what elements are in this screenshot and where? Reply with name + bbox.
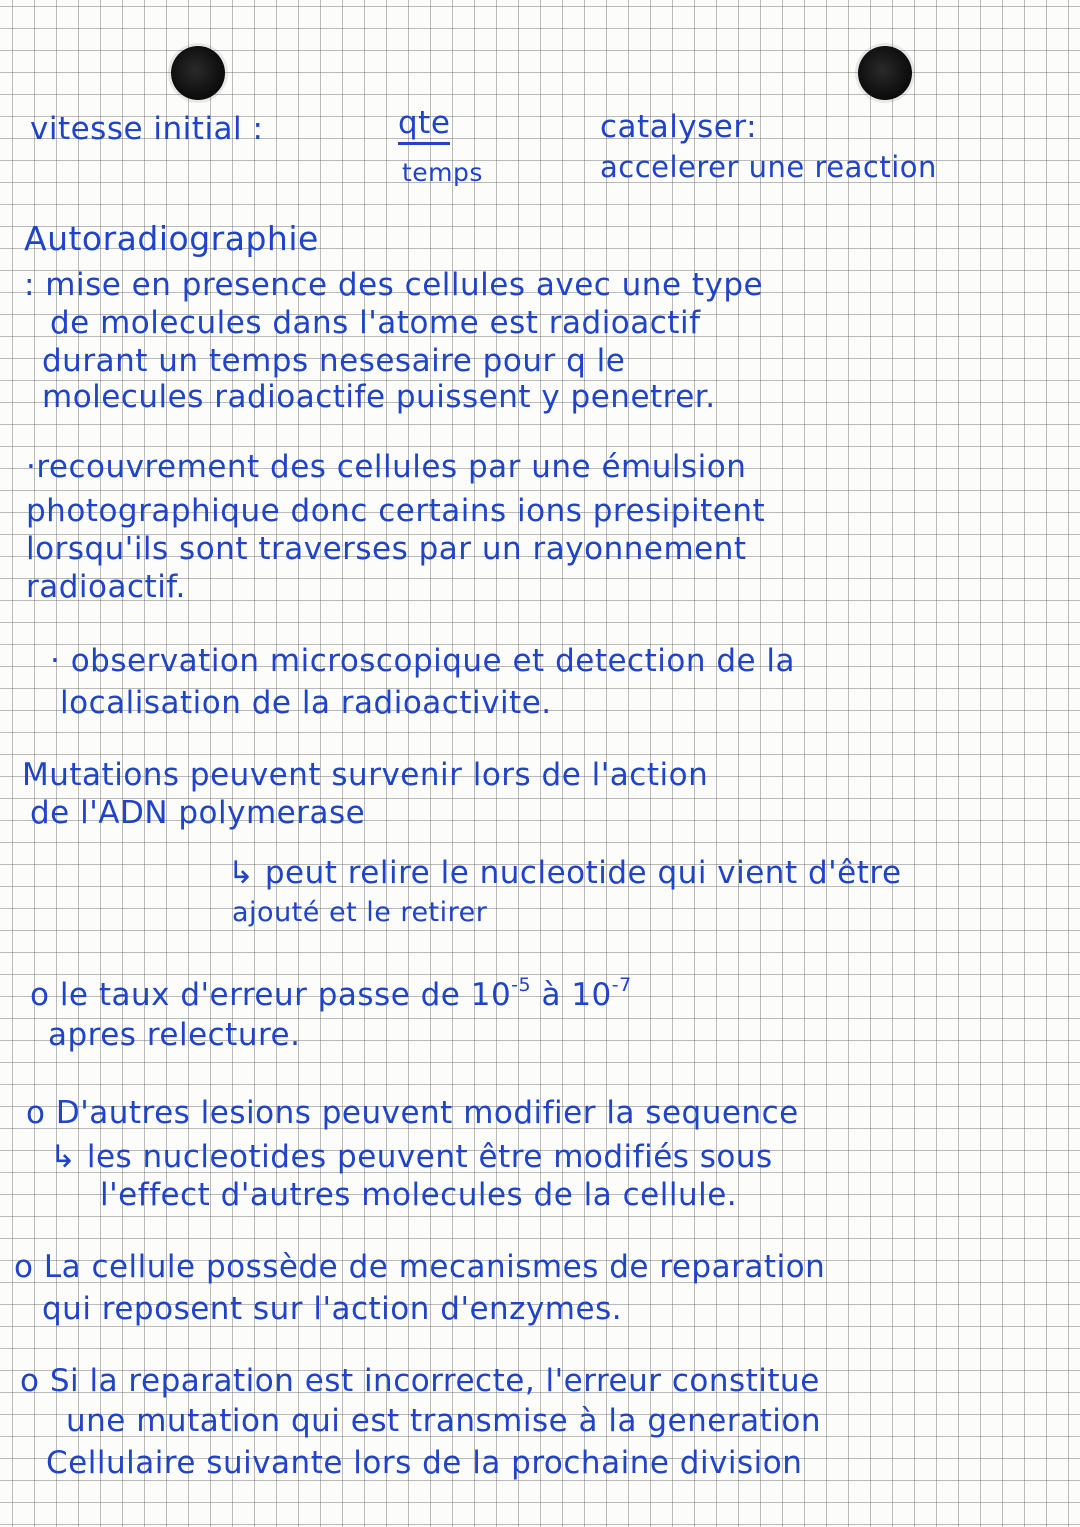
- taux-prefix: o le taux d'erreur passe de 10: [30, 977, 512, 1013]
- autoradio-line-1: : mise en presence des cellules avec une type: [24, 267, 764, 303]
- reparation-line-2: qui reposent sur l'action d'enzymes.: [42, 1291, 623, 1327]
- catalyser-title: catalyser:: [600, 109, 758, 145]
- recouvrement-line-1: ·recouvrement des cellules par une émulsion: [26, 449, 747, 485]
- autoradio-line-3: durant un temps nesesaire pour q le: [42, 343, 626, 379]
- vitesse-label: vitesse initial :: [30, 111, 264, 147]
- taux-line-1: [30, 974, 632, 1016]
- relire-line-1: ↳ peut relire le nucleotide qui vient d'être: [228, 855, 902, 891]
- lesions-line-1: o D'autres lesions peuvent modifier la sequence: [26, 1095, 799, 1131]
- incorrecte-line-1: o Si la reparation est incorrecte, l'erreur constitue: [20, 1363, 820, 1399]
- taux-exponent-1: -5: [511, 974, 532, 996]
- lesions-line-3: l'effect d'autres molecules de la cellule.: [100, 1177, 738, 1213]
- autoradio-title: Autoradiographie: [24, 219, 319, 258]
- taux-mid: à 10: [531, 977, 612, 1013]
- incorrecte-line-2: une mutation qui est transmise à la generation: [66, 1403, 821, 1439]
- punch-hole-right: [858, 46, 912, 100]
- recouvrement-line-2: photographique donc certains ions presipitent: [26, 493, 766, 529]
- taux-exponent-2: -7: [611, 974, 632, 996]
- reparation-line-1: o La cellule possède de mecanismes de reparation: [14, 1249, 826, 1285]
- mutations-line-1: Mutations peuvent survenir lors de l'action: [22, 757, 709, 793]
- incorrecte-line-3: Cellulaire suivante lors de la prochaine division: [46, 1445, 803, 1481]
- lesions-line-2: ↳ les nucleotides peuvent être modifiés sous: [50, 1139, 773, 1175]
- relire-line-2: ajouté et le retirer: [232, 897, 488, 928]
- autoradio-line-2: de molecules dans l'atome est radioactif: [50, 305, 701, 341]
- punch-hole-left: [171, 46, 225, 100]
- mutations-line-2: de l'ADN polymerase: [30, 795, 366, 831]
- observation-line-1: · observation microscopique et detection de la: [50, 643, 796, 679]
- catalyser-definition: accelerer une reaction: [600, 150, 937, 184]
- recouvrement-line-3: lorsqu'ils sont traverses par un rayonnement: [26, 531, 747, 567]
- fraction-denominator: temps: [402, 158, 483, 187]
- fraction-numerator: qte: [398, 106, 450, 145]
- recouvrement-line-4: radioactif.: [26, 569, 186, 605]
- autoradio-line-4: molecules radioactife puissent y penetrer.: [42, 379, 716, 415]
- observation-line-2: localisation de la radioactivite.: [60, 685, 552, 721]
- taux-line-2: apres relecture.: [48, 1017, 301, 1053]
